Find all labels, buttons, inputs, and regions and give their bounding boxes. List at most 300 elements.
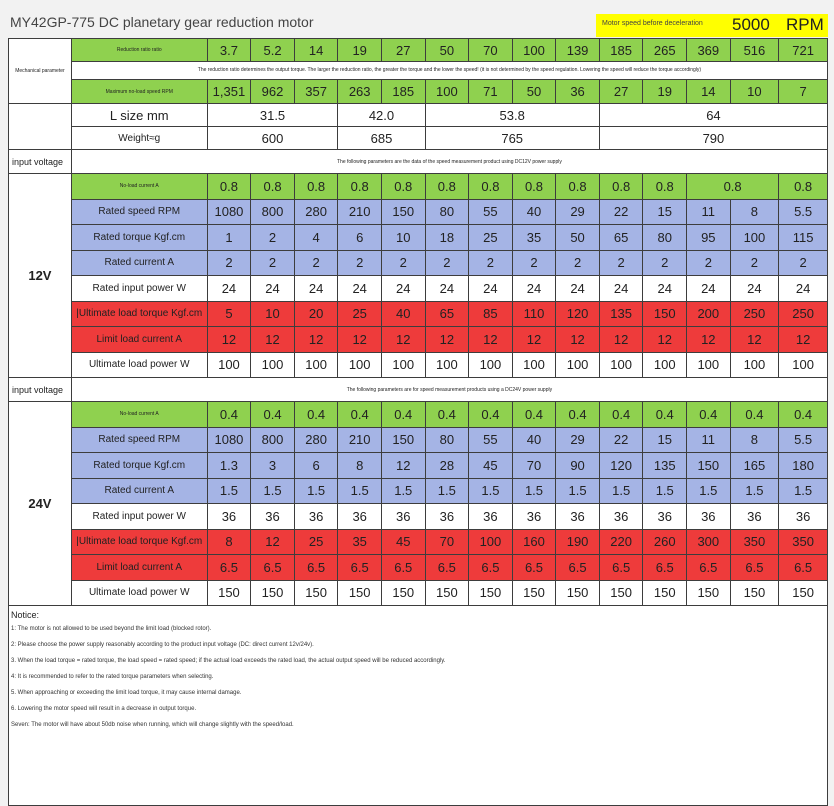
cell-value: 1.5: [251, 478, 295, 504]
max-speed-value: 7: [779, 80, 828, 104]
cell-value: 0.8: [512, 174, 556, 200]
cell-value: 25: [469, 225, 513, 251]
v12-row: [9, 327, 828, 353]
cell-value: 2: [338, 250, 382, 276]
cell-value: 0.4: [779, 402, 828, 428]
cell-value: 24: [730, 276, 779, 302]
max-speed-value: 10: [730, 80, 779, 104]
cell-value: 150: [381, 199, 425, 225]
cell-value: 1.5: [779, 478, 828, 504]
ratio-value: 14: [294, 39, 338, 62]
cell-value: 0.8: [779, 174, 828, 200]
cell-value: 35: [338, 529, 382, 555]
cell-value: 150: [294, 580, 338, 606]
spec-table: [8, 38, 828, 806]
cell-value: 4: [294, 225, 338, 251]
cell-value: 1.5: [294, 478, 338, 504]
cell-value: 1.5: [643, 478, 687, 504]
cell-value: 6: [294, 453, 338, 479]
cell-value: 110: [512, 301, 556, 327]
cell-value: 1.5: [730, 478, 779, 504]
lsize-label: L size mm: [71, 104, 207, 127]
max-speed-value: 1,351: [207, 80, 251, 104]
cell-value: 24: [779, 276, 828, 302]
notice-line: 2: Please choose the power supply reasonably according to the product input voltage (DC: direct current 12v/24v).: [11, 642, 314, 648]
ratio-value: 3.7: [207, 39, 251, 62]
cell-value: 210: [338, 199, 382, 225]
row-label: |Ultimate load torque Kgf.cm: [71, 301, 207, 327]
v24-row: [9, 504, 828, 530]
v24-row: [9, 478, 828, 504]
cell-value: 6: [338, 225, 382, 251]
ratio-row: [9, 39, 828, 62]
cell-value: 24: [469, 276, 513, 302]
v12-row: [9, 352, 828, 378]
cell-value: 65: [599, 225, 643, 251]
max-speed-value: 263: [338, 80, 382, 104]
row-label: Rated torque Kgf.cm: [71, 225, 207, 251]
max-speed-value: 962: [251, 80, 295, 104]
v24-input-voltage-row: [9, 378, 828, 402]
max-speed-value: 14: [687, 80, 731, 104]
cell-value: 2: [207, 250, 251, 276]
cell-value: 0.8: [556, 174, 600, 200]
mechanical-parameter-label: Mechanical parameter: [9, 39, 72, 104]
cell-value: 0.4: [643, 402, 687, 428]
cell-value: 12: [294, 327, 338, 353]
cell-value: 24: [687, 276, 731, 302]
cell-value: 12: [512, 327, 556, 353]
cell-value: 35: [512, 225, 556, 251]
weight-value: 600: [207, 127, 338, 150]
cell-value: 24: [338, 276, 382, 302]
lsize-spacer: [9, 104, 72, 150]
cell-value: 15: [643, 199, 687, 225]
ratio-value: 369: [687, 39, 731, 62]
cell-value: 12: [425, 327, 469, 353]
cell-value: 8: [730, 199, 779, 225]
cell-value: 0.4: [556, 402, 600, 428]
cell-value: 150: [381, 427, 425, 453]
notice-line: 4: It is recommended to refer to the rated torque parameters when selecting.: [11, 674, 214, 680]
input-voltage-label: input voltage: [9, 150, 72, 174]
v12-row: [9, 250, 828, 276]
v24-row: [9, 555, 828, 581]
v24-row: [9, 427, 828, 453]
cell-value: 28: [425, 453, 469, 479]
cell-value: 135: [643, 453, 687, 479]
cell-value: 100: [730, 352, 779, 378]
ratio-note-row: [9, 62, 828, 80]
cell-value: 36: [381, 504, 425, 530]
motor-speed-value: 5000: [732, 15, 770, 34]
v12-row: [9, 174, 828, 200]
cell-value: 11: [687, 427, 731, 453]
cell-value: 1.5: [599, 478, 643, 504]
cell-value: 100: [643, 352, 687, 378]
cell-value: 150: [512, 580, 556, 606]
cell-value: 135: [599, 301, 643, 327]
notice-title: Notice:: [11, 610, 40, 620]
cell-value: 36: [779, 504, 828, 530]
row-label: Ultimate load power W: [71, 580, 207, 606]
row-label: Rated input power W: [71, 504, 207, 530]
ratio-label: Reduction ratio ratio: [71, 39, 207, 62]
cell-value: 100: [469, 529, 513, 555]
voltage-note: The following parameters are for speed measurement products using a DC24V power supply: [71, 378, 827, 402]
weight-value: 765: [425, 127, 599, 150]
cell-value: 6.5: [599, 555, 643, 581]
cell-value: 0.8: [469, 174, 513, 200]
cell-value: 100: [687, 352, 731, 378]
cell-value: 300: [687, 529, 731, 555]
ratio-value: 70: [469, 39, 513, 62]
lsize-value: 31.5: [207, 104, 338, 127]
cell-value: 2: [779, 250, 828, 276]
cell-value: 36: [512, 504, 556, 530]
cell-value: 0.4: [381, 402, 425, 428]
cell-value: 220: [599, 529, 643, 555]
cell-value: 24: [643, 276, 687, 302]
ratio-value: 27: [381, 39, 425, 62]
cell-value: 24: [207, 276, 251, 302]
cell-value: 36: [687, 504, 731, 530]
v12-row: [9, 199, 828, 225]
cell-value: 350: [779, 529, 828, 555]
cell-value: 36: [294, 504, 338, 530]
motor-speed-unit: RPM: [786, 15, 824, 34]
cell-value: 150: [207, 580, 251, 606]
cell-value: 12: [381, 453, 425, 479]
cell-value: 150: [469, 580, 513, 606]
cell-value: 150: [381, 580, 425, 606]
cell-value: 36: [556, 504, 600, 530]
cell-value: 150: [687, 453, 731, 479]
cell-value: 1.5: [469, 478, 513, 504]
cell-value: 25: [294, 529, 338, 555]
cell-value: 150: [251, 580, 295, 606]
cell-value: 15: [643, 427, 687, 453]
cell-value: 5.5: [779, 427, 828, 453]
v12-row: [9, 301, 828, 327]
notice-line: Seven: The motor will have about 50db noise when running, which will change slightly with the speed/load.: [11, 722, 294, 728]
cell-value: 150: [779, 580, 828, 606]
motor-speed-box: [596, 14, 828, 37]
cell-value: 8: [730, 427, 779, 453]
row-label: Limit load current A: [71, 327, 207, 353]
weight-value: 790: [599, 127, 827, 150]
cell-value: 1.5: [512, 478, 556, 504]
cell-value: 80: [425, 199, 469, 225]
cell-value: 24: [251, 276, 295, 302]
v24-row: [9, 402, 828, 428]
cell-value: 100: [381, 352, 425, 378]
cell-value: 150: [425, 580, 469, 606]
cell-value: 6.5: [469, 555, 513, 581]
cell-value: 12: [338, 327, 382, 353]
cell-value: 190: [556, 529, 600, 555]
cell-value: 36: [599, 504, 643, 530]
ratio-value: 265: [643, 39, 687, 62]
row-label: Rated speed RPM: [71, 427, 207, 453]
cell-value: 6.5: [207, 555, 251, 581]
page-title: MY42GP-775 DC planetary gear reduction motor: [10, 14, 314, 30]
cell-value: 150: [643, 580, 687, 606]
cell-value: 120: [599, 453, 643, 479]
cell-value: 0.8: [687, 174, 779, 200]
max-speed-value: 27: [599, 80, 643, 104]
weight-row: [9, 127, 828, 150]
notice-line: 1: The motor is not allowed to be used beyond the limit load (blocked rotor).: [11, 626, 212, 632]
cell-value: 150: [687, 580, 731, 606]
cell-value: 120: [556, 301, 600, 327]
cell-value: 0.4: [251, 402, 295, 428]
cell-value: 36: [251, 504, 295, 530]
notice-line: 6. Lowering the motor speed will result in a decrease in output torque.: [11, 706, 197, 712]
cell-value: 55: [469, 427, 513, 453]
v12-row: [9, 276, 828, 302]
notice-section: [9, 606, 828, 806]
cell-value: 1.5: [207, 478, 251, 504]
max-speed-value: 100: [425, 80, 469, 104]
cell-value: 12: [687, 327, 731, 353]
cell-value: 0.8: [599, 174, 643, 200]
notice-line: 3. When the load torque = rated torque, the load speed = rated speed; if the actual load exceeds the rated load, the actual output speed will be reduced accordingly.: [11, 658, 446, 664]
weight-value: 685: [338, 127, 425, 150]
row-label: Rated torque Kgf.cm: [71, 453, 207, 479]
cell-value: 2: [730, 250, 779, 276]
cell-value: 36: [207, 504, 251, 530]
cell-value: 2: [381, 250, 425, 276]
cell-value: 800: [251, 427, 295, 453]
cell-value: 6.5: [338, 555, 382, 581]
cell-value: 12: [251, 529, 295, 555]
cell-value: 80: [425, 427, 469, 453]
cell-value: 0.4: [207, 402, 251, 428]
cell-value: 24: [556, 276, 600, 302]
cell-value: 80: [643, 225, 687, 251]
cell-value: 0.4: [730, 402, 779, 428]
cell-value: 12: [469, 327, 513, 353]
cell-value: 1.5: [338, 478, 382, 504]
cell-value: 150: [599, 580, 643, 606]
cell-value: 2: [251, 250, 295, 276]
row-label: Limit load current A: [71, 555, 207, 581]
cell-value: 2: [469, 250, 513, 276]
cell-value: 280: [294, 427, 338, 453]
cell-value: 29: [556, 199, 600, 225]
cell-value: 100: [512, 352, 556, 378]
cell-value: 36: [425, 504, 469, 530]
motor-speed-label: Motor speed before deceleration: [602, 20, 703, 27]
row-label: Ultimate load power W: [71, 352, 207, 378]
cell-value: 200: [687, 301, 731, 327]
cell-value: 6.5: [251, 555, 295, 581]
cell-value: 100: [251, 352, 295, 378]
cell-value: 6.5: [294, 555, 338, 581]
ratio-note: The reduction ratio determines the output torque. The larger the reduction ratio, the greater the torque and the lower the speed! (it is not determined by the speed regulation. Lowering the speed will reduce the torque accordingly): [71, 62, 827, 80]
cell-value: 90: [556, 453, 600, 479]
input-voltage-label: input voltage: [9, 378, 72, 402]
cell-value: 1.3: [207, 453, 251, 479]
cell-value: 18: [425, 225, 469, 251]
cell-value: 24: [294, 276, 338, 302]
cell-value: 1: [207, 225, 251, 251]
cell-value: 6.5: [512, 555, 556, 581]
lsize-value: 53.8: [425, 104, 599, 127]
cell-value: 12: [251, 327, 295, 353]
cell-value: 20: [294, 301, 338, 327]
cell-value: 8: [207, 529, 251, 555]
cell-value: 40: [381, 301, 425, 327]
ratio-value: 139: [556, 39, 600, 62]
weight-label: Weight≈g: [71, 127, 207, 150]
cell-value: 0.8: [338, 174, 382, 200]
cell-value: 24: [381, 276, 425, 302]
cell-value: 0.8: [643, 174, 687, 200]
cell-value: 10: [251, 301, 295, 327]
lsize-row: [9, 104, 828, 127]
cell-value: 260: [643, 529, 687, 555]
cell-value: 12: [730, 327, 779, 353]
cell-value: 0.8: [381, 174, 425, 200]
max-speed-row: [9, 80, 828, 104]
cell-value: 10: [381, 225, 425, 251]
max-speed-value: 50: [512, 80, 556, 104]
cell-value: 100: [207, 352, 251, 378]
max-speed-value: 357: [294, 80, 338, 104]
cell-value: 1080: [207, 427, 251, 453]
cell-value: 6.5: [687, 555, 731, 581]
cell-value: 24: [512, 276, 556, 302]
cell-value: 22: [599, 199, 643, 225]
cell-value: 0.8: [251, 174, 295, 200]
cell-value: 150: [730, 580, 779, 606]
cell-value: 250: [730, 301, 779, 327]
max-speed-value: 71: [469, 80, 513, 104]
ratio-value: 50: [425, 39, 469, 62]
cell-value: 2: [687, 250, 731, 276]
row-label: Rated current A: [71, 250, 207, 276]
cell-value: 25: [338, 301, 382, 327]
max-speed-value: 36: [556, 80, 600, 104]
cell-value: 0.8: [425, 174, 469, 200]
row-label: Rated speed RPM: [71, 199, 207, 225]
cell-value: 12: [556, 327, 600, 353]
cell-value: 36: [338, 504, 382, 530]
notice-row: [9, 606, 828, 806]
cell-value: 6.5: [779, 555, 828, 581]
lsize-value: 64: [599, 104, 827, 127]
row-label: |Ultimate load torque Kgf.cm: [71, 529, 207, 555]
cell-value: 100: [338, 352, 382, 378]
max-speed-value: 185: [381, 80, 425, 104]
cell-value: 0.4: [469, 402, 513, 428]
lsize-value: 42.0: [338, 104, 425, 127]
cell-value: 2: [251, 225, 295, 251]
cell-value: 11: [687, 199, 731, 225]
cell-value: 12: [779, 327, 828, 353]
cell-value: 6.5: [425, 555, 469, 581]
cell-value: 85: [469, 301, 513, 327]
cell-value: 12: [207, 327, 251, 353]
cell-value: 70: [425, 529, 469, 555]
cell-value: 100: [730, 225, 779, 251]
cell-value: 6.5: [643, 555, 687, 581]
cell-value: 100: [294, 352, 338, 378]
cell-value: 50: [556, 225, 600, 251]
cell-value: 0.4: [512, 402, 556, 428]
cell-value: 1080: [207, 199, 251, 225]
cell-value: 40: [512, 427, 556, 453]
ratio-value: 5.2: [251, 39, 295, 62]
notice-line: 5. When approaching or exceeding the limit load torque, it may cause internal damage.: [11, 690, 242, 696]
ratio-value: 516: [730, 39, 779, 62]
cell-value: 6.5: [381, 555, 425, 581]
cell-value: 12: [599, 327, 643, 353]
cell-value: 0.4: [338, 402, 382, 428]
cell-value: 36: [730, 504, 779, 530]
row-label: No-load current A: [71, 174, 207, 200]
cell-value: 1.5: [381, 478, 425, 504]
v24-row: [9, 529, 828, 555]
cell-value: 180: [779, 453, 828, 479]
v12-input-voltage-row: [9, 150, 828, 174]
cell-value: 24: [599, 276, 643, 302]
v12-row: [9, 225, 828, 251]
cell-value: 210: [338, 427, 382, 453]
cell-value: 6.5: [730, 555, 779, 581]
v24-row: [9, 580, 828, 606]
max-speed-label: Maximum no-load speed RPM: [71, 80, 207, 104]
ratio-value: 19: [338, 39, 382, 62]
row-label: Rated input power W: [71, 276, 207, 302]
cell-value: 165: [730, 453, 779, 479]
cell-value: 150: [643, 301, 687, 327]
cell-value: 150: [338, 580, 382, 606]
ratio-value: 100: [512, 39, 556, 62]
cell-value: 100: [425, 352, 469, 378]
cell-value: 95: [687, 225, 731, 251]
cell-value: 0.4: [599, 402, 643, 428]
cell-value: 12: [643, 327, 687, 353]
cell-value: 65: [425, 301, 469, 327]
cell-value: 70: [512, 453, 556, 479]
cell-value: 45: [469, 453, 513, 479]
cell-value: 2: [556, 250, 600, 276]
cell-value: 0.8: [207, 174, 251, 200]
cell-value: 2: [599, 250, 643, 276]
cell-value: 0.4: [687, 402, 731, 428]
cell-value: 0.8: [294, 174, 338, 200]
cell-value: 5: [207, 301, 251, 327]
cell-value: 2: [294, 250, 338, 276]
cell-value: 5.5: [779, 199, 828, 225]
cell-value: 40: [512, 199, 556, 225]
cell-value: 6.5: [556, 555, 600, 581]
cell-value: 100: [556, 352, 600, 378]
voltage-label: 24V: [9, 402, 72, 606]
cell-value: 36: [469, 504, 513, 530]
v24-row: [9, 453, 828, 479]
cell-value: 100: [599, 352, 643, 378]
cell-value: 0.4: [425, 402, 469, 428]
cell-value: 1.5: [425, 478, 469, 504]
cell-value: 800: [251, 199, 295, 225]
cell-value: 115: [779, 225, 828, 251]
cell-value: 8: [338, 453, 382, 479]
cell-value: 2: [512, 250, 556, 276]
